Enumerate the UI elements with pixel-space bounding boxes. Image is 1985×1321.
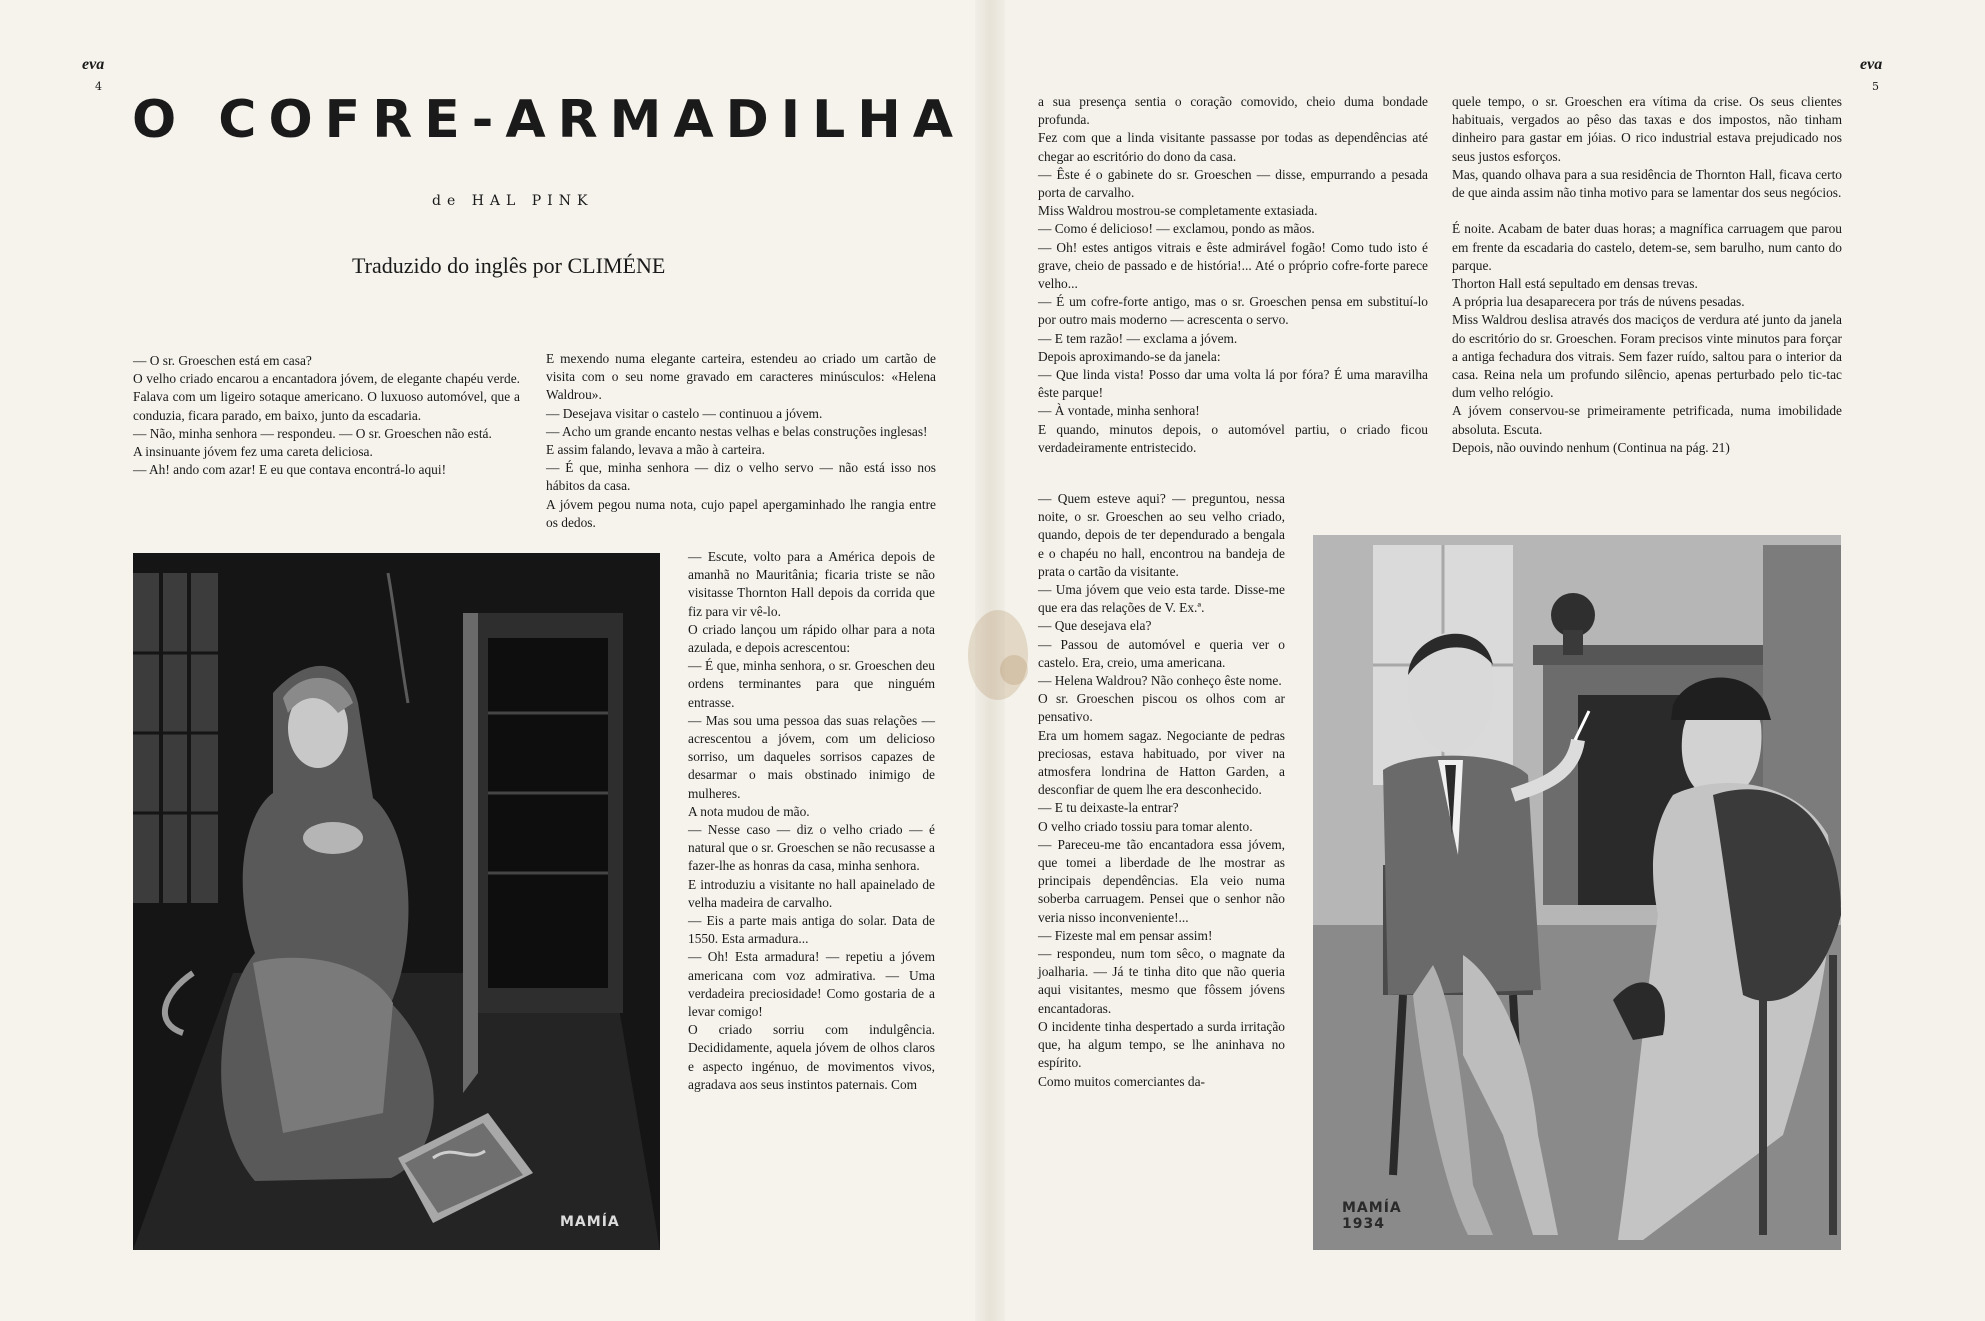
right-column-1-top: a sua presença sentia o coração comovido, cheio duma bondade profunda. Fez com que a linda visitante passasse por todas as dependências até chegar ao escritório do dono da casa. — Êste é o gabinete do sr. Groeschen — disse, empurrando a pesada porta de carvalho. Miss Waldrou mostrou-se completamente extasiada. — Como é delicioso! — exclamou, pondo as mãos. — Oh! estes antigos vitrais e êste admirável fogão! Como tudo isto é grave, cheio de passado e de história!... Até o próprio cofre-forte parece velho... — É um cofre-forte antigo, mas o sr. Groeschen pensa em substituí-lo por outro mais moderno — acrescenta o servo. — E tem razão! — exclama a jóvem. Depois aproximando-se da janela: — Que linda vista! Posso dar uma volta lá por fóra? É uma maravilha êste parque! — À vontade, minha senhora! E quando, minutos depois, o automóvel partiu, o criado ficou verdadeiramente entristecido. xyxy=(1038,94,1428,455)
article-title: O COFRE-ARMADILHA xyxy=(132,90,966,150)
left-column-2-top: E mexendo numa elegante carteira, estendeu ao criado um cartão de visita com o seu nome gravado em caracteres minúsculos: «Helena Waldrou». — Desejava visitar o castelo — continuou a jóvem. — Acho um grande encanto nestas velhas e belas construções inglesas! E assim falando, levava a mão à carteira. — É que, minha senhora — diz o velho servo — não está isso nos hábitos da casa. A jóvem pegou numa nota, cujo papel apergaminhado lhe rangia entre os dedos. xyxy=(546,351,936,530)
left-column-1: — O sr. Groeschen está em casa? O velho criado encarou a encantadora jóvem, de elegante chapéu verde. Falava com um ligeiro sotaque americano. O luxuoso automóvel, que a conduzia, ficara parado, em baixo, junto da escadaria. — Não, minha senhora — respondeu. — O sr. Groeschen não está. A insinuante jóvem fez uma careta deliciosa. — Ah! ando com azar! E eu que contava encontrá-lo aqui! xyxy=(133,353,520,478)
author-byline: de HAL PINK xyxy=(432,193,594,209)
right-page-tag: eva xyxy=(1860,56,1883,73)
right-page-number: 5 xyxy=(1872,80,1879,93)
right-column-2: quele tempo, o sr. Groeschen era vítima da crise. Os seus clientes habituais, vergados ao pêso das taxas e dos impostos, não tinham dinheiro para gastar em jóias. O rico industrial estava prejudicado nos seus justos esforços. Mas, quando olhava para a sua residência de Thornton Hall, ficava certo de que ainda assim não tinha motivo para se lamentar dos seus negócios. É noite. Acabam de bater duas horas; a magnífica carruagem que parou em frente da escadaria do castelo, detem-se, sem barulho, num canto do parque. Thorton Hall está sepultado em densas trevas. A própria lua desaparecera por trás de núvens pesadas. Miss Waldrou deslisa através dos maciços de verdura até junto da janela do escritório do sr. Groeschen. Foram precisos vinte minutos para forçar a antiga fechadura dos vitrais. Sem fazer ruído, saltou para o interior da casa. Reina nela um profundo silêncio, apenas perturbado pelo tic-tac dum velho relógio. A jóvem conservou-se primeiramente petrificada, numa imobilidade absoluta. Escuta. Depois, não ouvindo nenhum (Continua na pág. 21) xyxy=(1452,94,1842,455)
illustration-man-and-woman xyxy=(1313,535,1841,1250)
illustration-signature: MAMÍA 1934 xyxy=(1342,1200,1402,1232)
left-column-2-narrow: — Escute, volto para a América depois de amanhã no Mauritânia; ficaria triste se não visitasse Thornton Hall depois da corrida que fiz para vir vê-lo. O criado lançou um rápido olhar para a nota azulada, e depois acrescentou: — É que, minha senhora, o sr. Groeschen deu ordens terminantes para que ninguém entrasse. — Mas sou uma pessoa das suas relações — acrescentou a jóvem, com um delicioso sorriso, um daqueles sorrisos capazes de desarmar o mais obstinado inimigo de mulheres. A nota mudou de mão. — Nesse caso — diz o velho criado — é natural que o sr. Groeschen se não recusasse a fazer-lhe as honras da casa, minha senhora. E introduziu a visitante no hall apainelado de velha madeira de carvalho. — Eis a parte mais antiga do solar. Data de 1550. Esta armadura... — Oh! Esta armadura! — repetiu a jóvem americana com voz admirativa. — Uma verdadeira preciosidade! Como gostaria de a levar comigo! O criado sorriu com indulgência. Decididamente, aquela jóvem de olhos claros e aspecto ingénuo, de movimentos vivos, agradava aos seus instintos paternais. Com xyxy=(688,549,935,1092)
illustration-woman-at-safe xyxy=(133,553,660,1250)
left-page-tag: eva xyxy=(82,56,105,73)
paper-stain xyxy=(1000,655,1028,685)
left-page-number: 4 xyxy=(95,80,102,93)
translator-credit: Traduzido do inglês por CLIMÉNE xyxy=(352,253,666,278)
illustration-signature: MAMÍA xyxy=(560,1214,620,1230)
right-column-1-narrow: — Quem esteve aqui? — preguntou, nessa noite, o sr. Groeschen ao seu velho criado, quando, depois de ter dependurado a bengala e o chapéu no hall, encontrou na bandeja de prata o cartão da visitante. — Uma jóvem que veio esta tarde. Disse-me que era das relações de V. Ex.ª. — Que desejava ela? — Passou de automóvel e queria ver o castelo. Era, creio, uma americana. — Helena Waldrou? Não conheço êste nome. O sr. Groeschen piscou os olhos com ar pensativo. Era um homem sagaz. Negociante de pedras preciosas, estava habituado, por viver na atmosfera londrina de Hatton Garden, a desconfiar de quem lhe era desconhecido. — E tu deixaste-la entrar? O velho criado tossiu para tomar alento. — Pareceu-me tão encantadora essa jóvem, que tomei a liberdade de lhe mostrar as principais dependências. Ela veio numa soberba carruagem. Pensei que o senhor não veria nisso inconveniente!... — Fizeste mal em pensar assim! — respondeu, num tom sêco, o magnate da joalharia. — Já te tinha dito que não queria aqui visitantes, mesmo que fôssem jóvens encantadoras. O incidente tinha despertado a surda irritação que, ha algum tempo, se lhe aninhava no espírito. Como muitos comerciantes da- xyxy=(1038,491,1285,1089)
